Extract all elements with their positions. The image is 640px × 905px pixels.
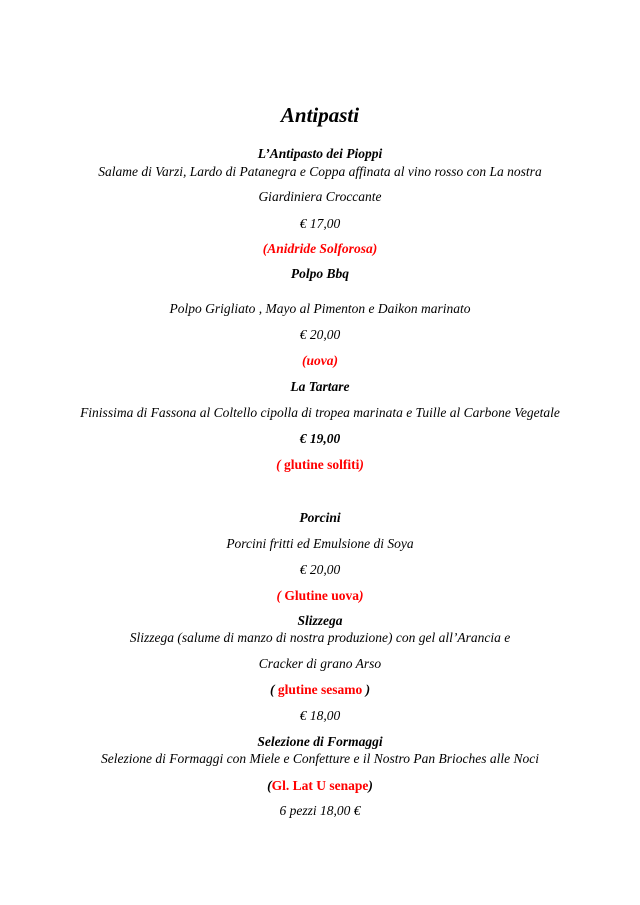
- dish-name: Selezione di Formaggi: [257, 734, 383, 749]
- section-title: Antipasti: [280, 103, 360, 127]
- allergen-open: (: [276, 588, 285, 603]
- allergen-note: [0, 589, 640, 603]
- allergen-text: Gl. Lat U senape: [271, 778, 369, 793]
- dish-price: 6 pezzi 18,00 €: [279, 803, 361, 818]
- allergen-open: (: [269, 682, 278, 697]
- allergen-note: [0, 242, 640, 256]
- allergen-note: [0, 458, 640, 472]
- allergen-open: (: [276, 457, 284, 472]
- allergen-text: glutine sesamo: [277, 682, 363, 697]
- allergen-close: ): [359, 588, 364, 603]
- dish-name: La Tartare: [290, 379, 350, 394]
- allergen-text: uova: [306, 353, 334, 368]
- allergen-close: ): [359, 457, 364, 472]
- dish-name: Porcini: [299, 510, 341, 525]
- dish-description-line: Selezione di Formaggi con Miele e Confetture e il Nostro Pan Brioches alle Noci: [100, 751, 540, 766]
- allergen-text: Anidride Solforosa: [267, 241, 373, 256]
- allergen-note: [0, 683, 640, 697]
- allergen-open: (: [262, 241, 268, 256]
- dish-price: € 20,00: [299, 562, 341, 577]
- dish-description-line: Salame di Varzi, Lardo di Patanegra e Coppa affinata al vino rosso con La nostra: [98, 164, 542, 179]
- dish-price: € 19,00: [299, 431, 341, 446]
- allergen-open: (: [302, 353, 307, 368]
- dish-name: Polpo Bbq: [290, 266, 350, 281]
- dish-name: Slizzega: [297, 613, 343, 628]
- allergen-note: [0, 354, 640, 368]
- dish-price: € 20,00: [299, 327, 341, 342]
- allergen-text: Glutine uova: [284, 588, 359, 603]
- dish-description-line: Finissima di Fassona al Coltello cipolla di tropea marinata e Tuille al Carbone Vegetale: [80, 405, 560, 420]
- dish-name: L’Antipasto dei Pioppi: [257, 146, 383, 161]
- allergen-close: ): [372, 241, 378, 256]
- allergen-open: (: [267, 778, 272, 793]
- dish-description-line: Giardiniera Croccante: [258, 189, 382, 204]
- dish-price: € 18,00: [299, 708, 341, 723]
- dish-description-line: Porcini fritti ed Emulsione di Soya: [226, 536, 414, 551]
- dish-description-line: Cracker di grano Arso: [258, 656, 382, 671]
- allergen-note: [0, 779, 640, 793]
- dish-price: € 17,00: [299, 216, 341, 231]
- allergen-close: ): [368, 778, 373, 793]
- dish-description-line: Polpo Grigliato , Mayo al Pimenton e Daikon marinato: [169, 301, 471, 316]
- allergen-close: ): [333, 353, 338, 368]
- dish-description-line: Slizzega (salume di manzo di nostra produzione) con gel all’Arancia e: [129, 630, 511, 645]
- allergen-close: ): [362, 682, 371, 697]
- allergen-text: glutine solfiti: [283, 457, 360, 472]
